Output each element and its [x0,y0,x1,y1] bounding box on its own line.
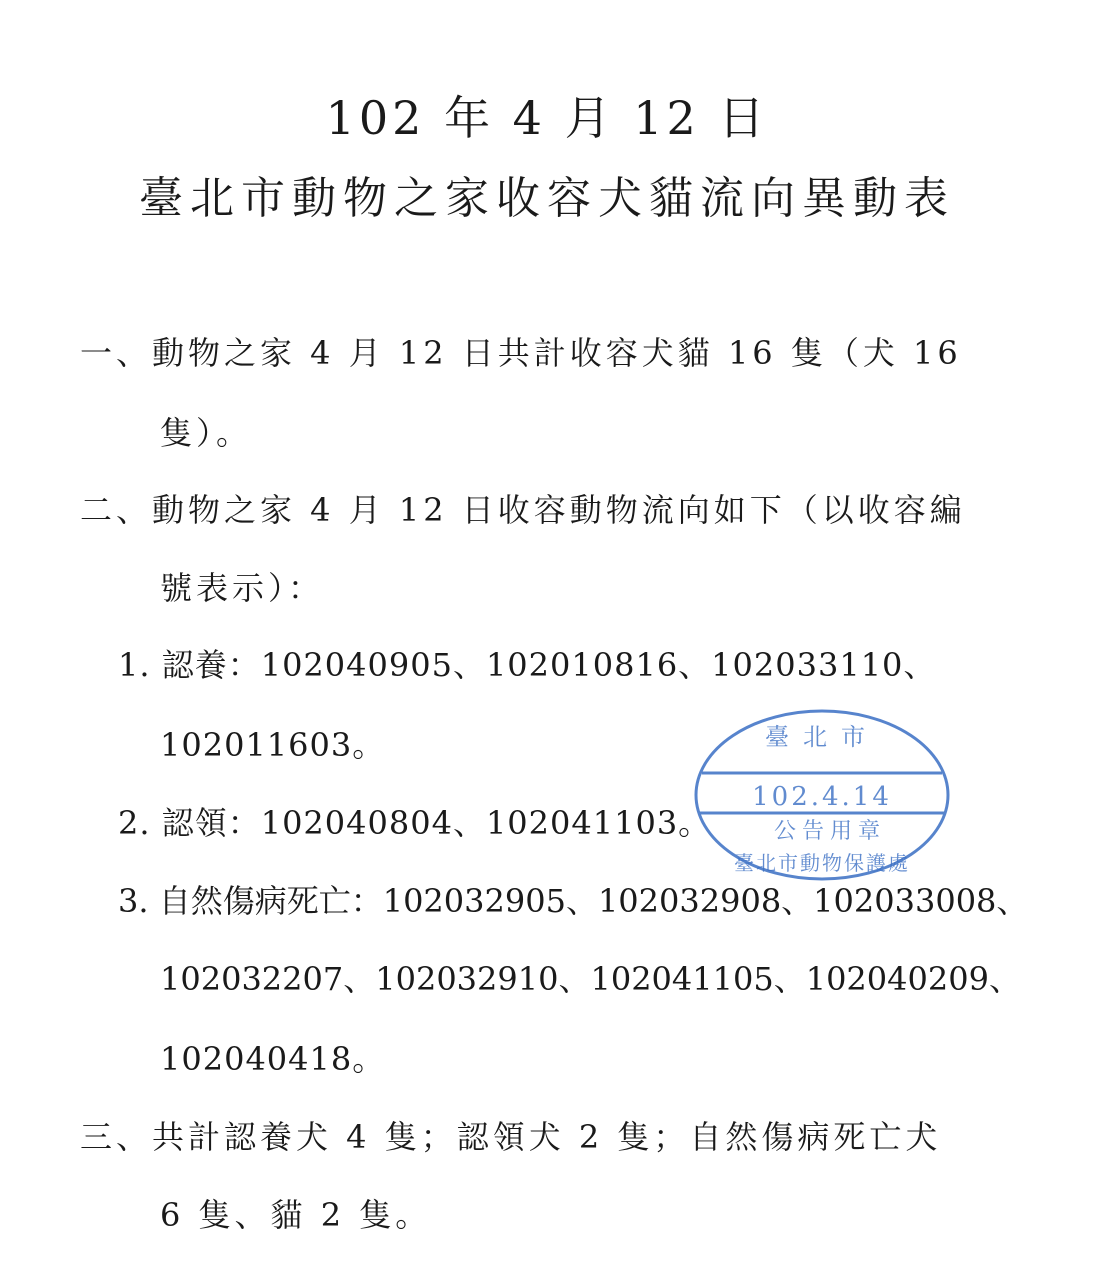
official-seal-stamp [690,705,955,885]
document-date: 102 年 4 月 12 日 [325,91,769,145]
section-1-line-2: 隻）。 [160,414,253,452]
section-1-line-1: 一、動物之家 4 月 12 日共計收容犬貓 16 隻（犬 16 [80,334,962,372]
death-line-1: 3. 自然傷病死亡：102032905、102032908、102033008、 [118,882,1029,920]
document-title: 臺北市動物之家收容犬貓流向異動表 [139,173,955,224]
seal-date-text: 102.4.14 [752,782,892,812]
section-2-line-2: 號表示）： [160,569,325,607]
death-line-3: 102040418。 [160,1040,386,1078]
section-2-line-1: 二、動物之家 4 月 12 日收容動物流向如下（以收容編 [80,491,966,529]
section-3-line-2: 6 隻、貓 2 隻。 [160,1196,432,1234]
death-line-2: 102032207、102032910、102041105、102040209、 [160,960,1021,998]
section-3-line-1: 三、共計認養犬 4 隻；認領犬 2 隻；自然傷病死亡犬 [80,1118,942,1156]
adopt-line-2: 102011603。 [160,726,386,764]
seal-top-text: 臺北市 [765,723,879,751]
adopt-line-1: 1. 認養：102040905、102010816、102033110、 [118,646,937,684]
seal-bottom-text: 臺北市動物保護處 [734,851,910,875]
seal-middle-text: 公告用章 [773,819,887,844]
claim-line-1: 2. 認領：102040804、102041103。 [118,804,712,842]
